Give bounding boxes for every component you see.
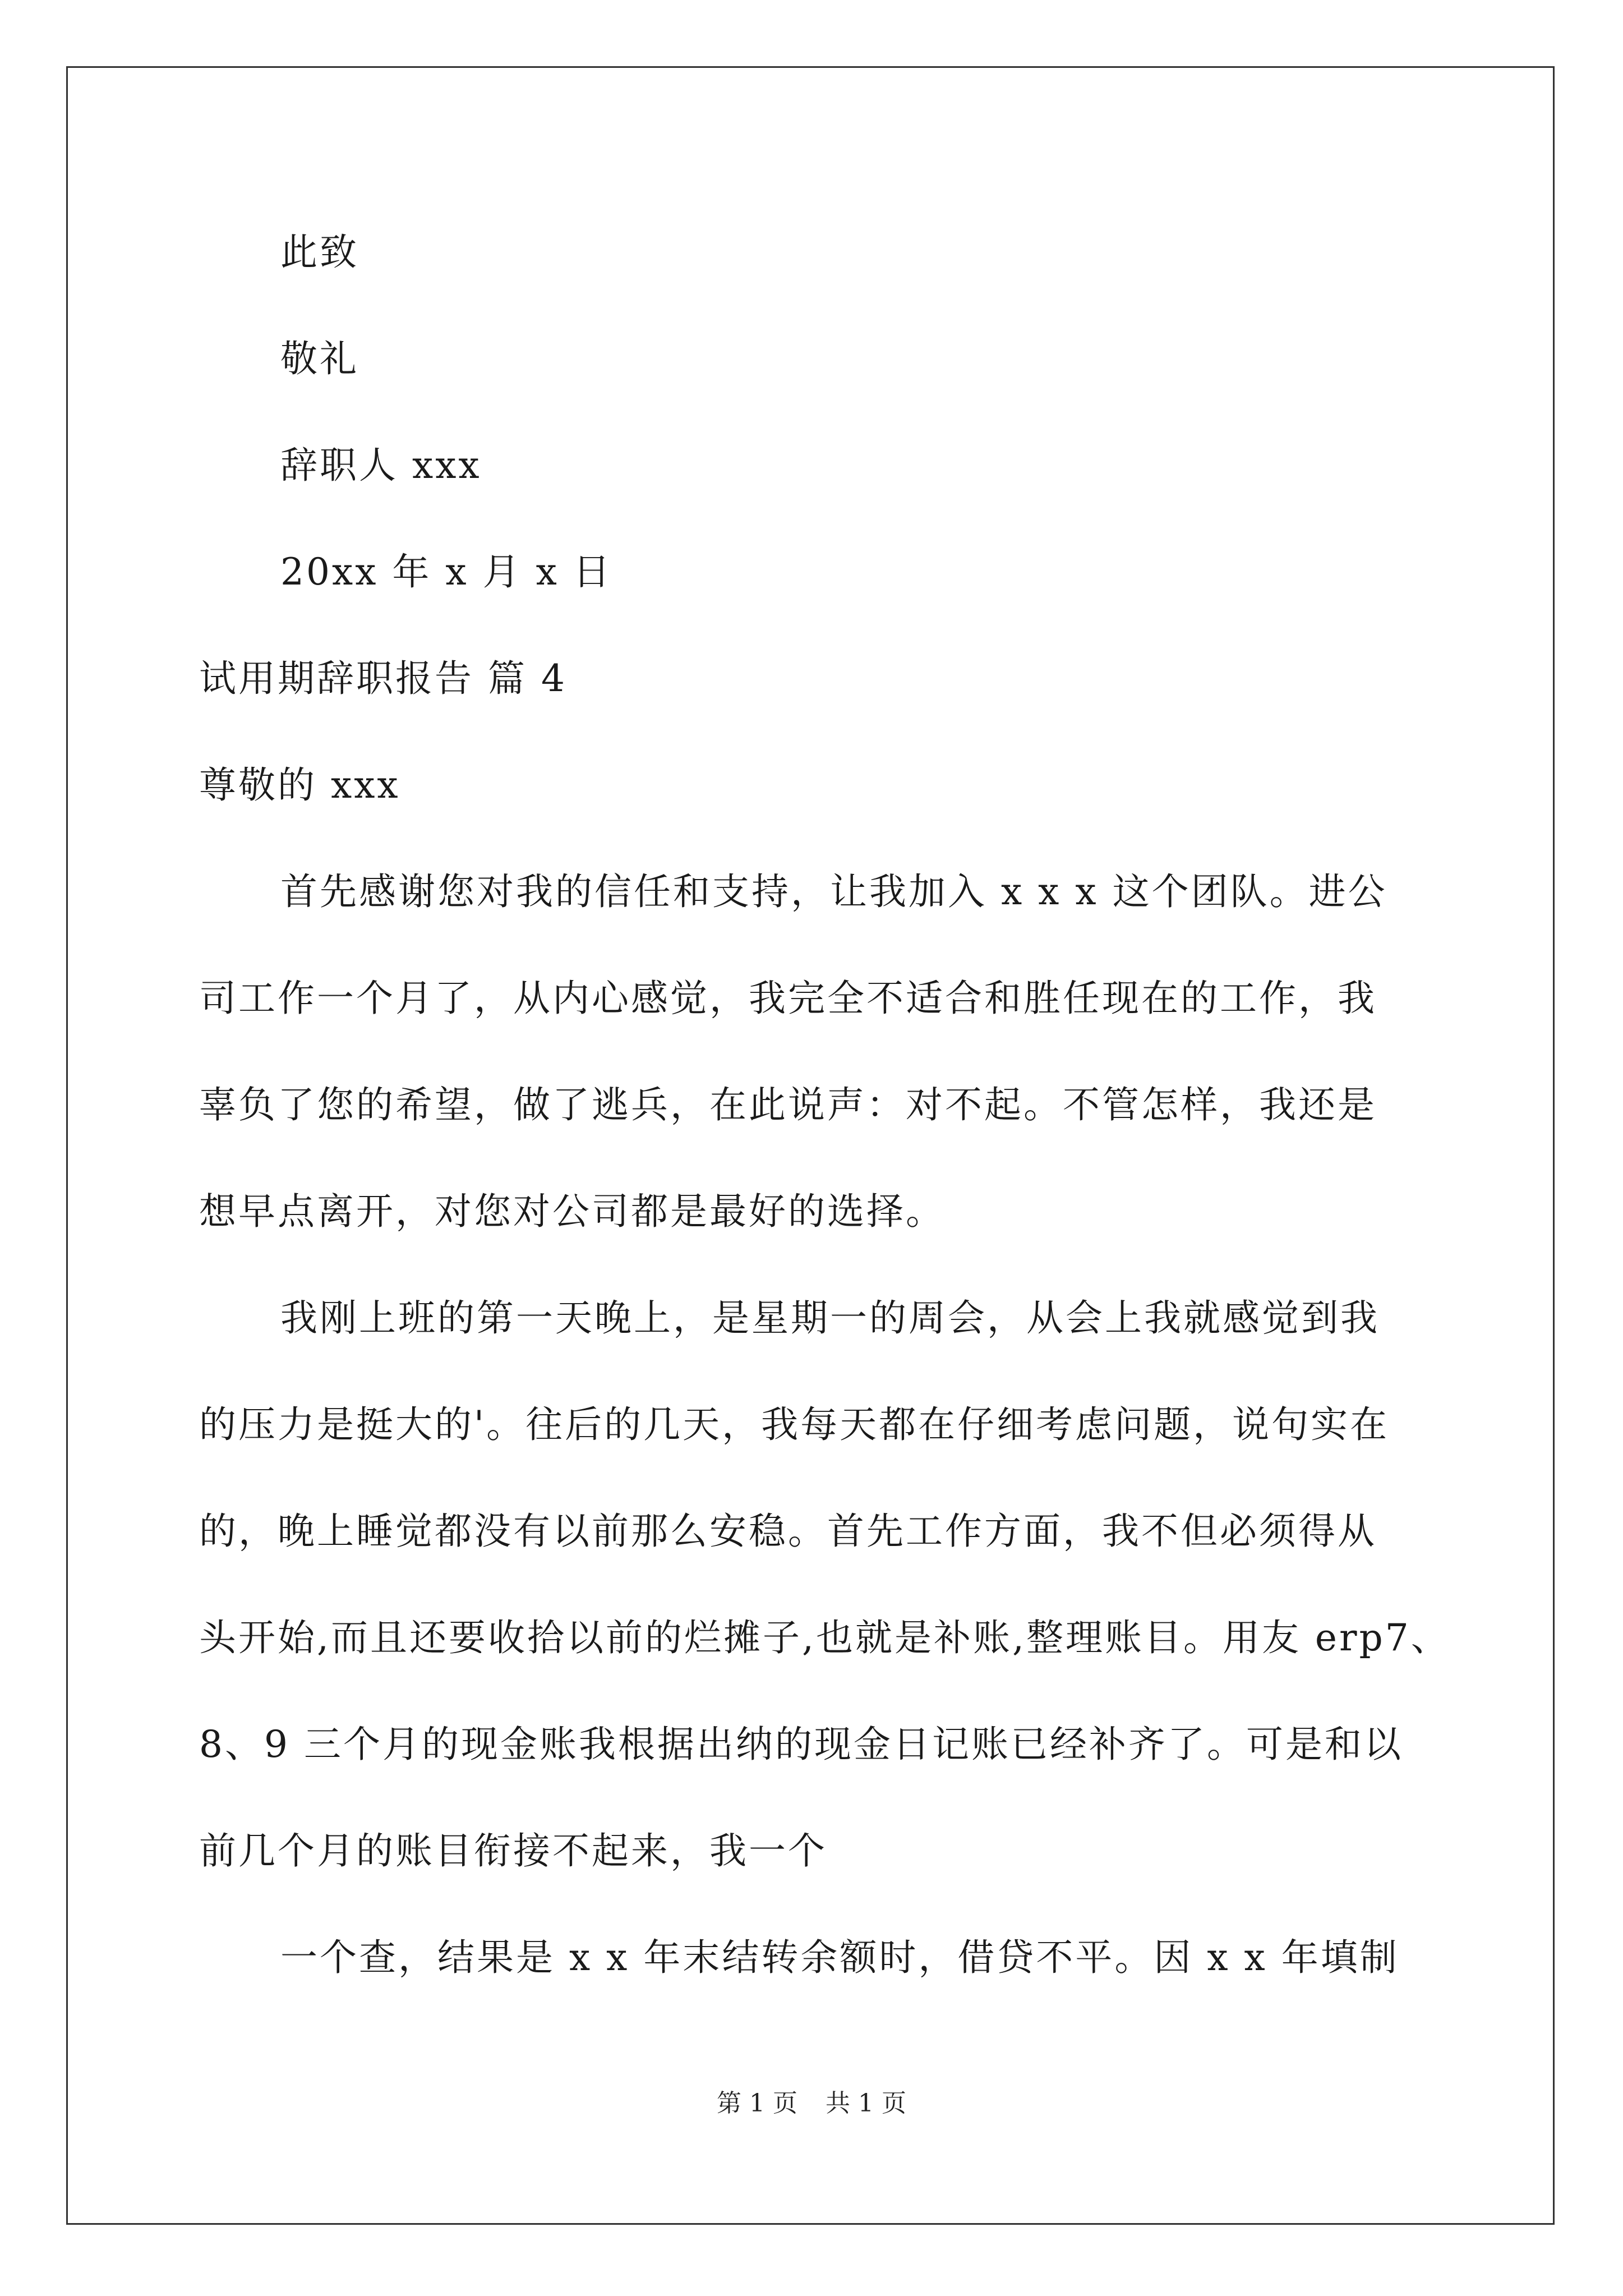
paragraph-line: 一个查，结果是 x x 年末结转余额时，借贷不平。因 x x 年填制 [280, 1936, 1399, 1979]
page-border [66, 66, 1555, 2225]
date-line: 20xx 年 x 月 x 日 [280, 550, 612, 593]
paragraph-line: 8、9 三个月的现金账我根据出纳的现金日记账已经补齐了。可是和以 [199, 1723, 1403, 1766]
page-total: 共 1 页 [826, 2089, 906, 2118]
paragraph-line: 的压力是挺大的'。往后的几天，我每天都在仔细考虑问题，说句实在 [199, 1403, 1390, 1446]
paragraph-line: 的，晚上睡觉都没有以前那么安稳。首先工作方面，我不但必须得从 [199, 1510, 1377, 1553]
paragraph-line: 首先感谢您对我的信任和支持，让我加入 x x x 这个团队。进公 [280, 870, 1387, 913]
paragraph-line: 司工作一个月了，从内心感觉，我完全不适合和胜任现在的工作，我 [199, 977, 1377, 1020]
paragraph-line: 我刚上班的第一天晚上，是星期一的周会，从会上我就感觉到我 [280, 1296, 1380, 1340]
paragraph-line: 辜负了您的希望，做了逃兵，在此说声：对不起。不管怎样，我还是 [199, 1083, 1377, 1126]
signature-line: 辞职人 xxx [280, 444, 482, 487]
page-footer [0, 2087, 1623, 2120]
paragraph-line: 想早点离开，对您对公司都是最好的选择。 [199, 1190, 945, 1233]
paragraph-line: 头开始,而且还要收拾以前的烂摊子,也就是补账,整理账目。用友 erp7、 [199, 1616, 1450, 1659]
paragraph-line: 前几个月的账目衔接不起来，我一个 [199, 1829, 827, 1872]
page-number: 第 1 页 [717, 2089, 797, 2118]
section-heading: 试用期辞职报告 篇 4 [199, 657, 567, 700]
closing-regards: 敬礼 [280, 337, 359, 380]
closing-salutation: 此致 [280, 231, 359, 274]
greeting-line: 尊敬的 xxx [199, 763, 400, 807]
